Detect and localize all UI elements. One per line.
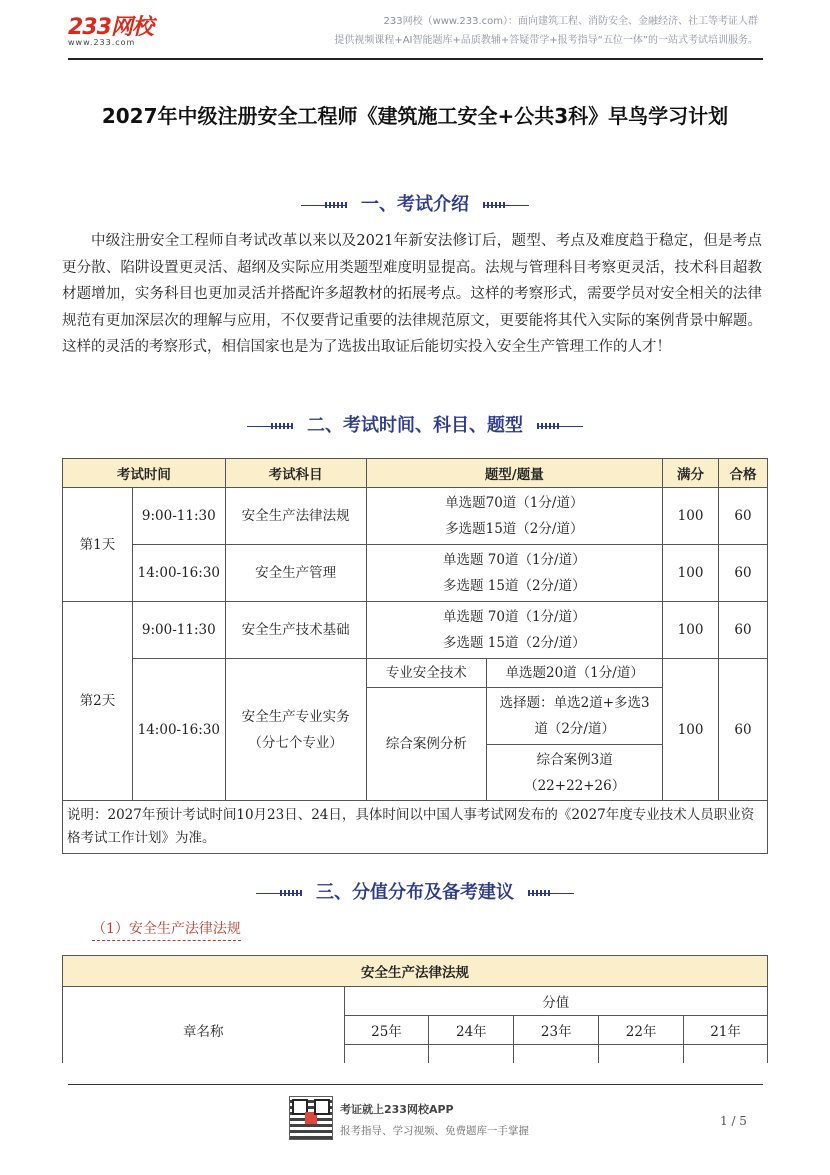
heading-ornament-left bbox=[243, 426, 293, 427]
table-title-row bbox=[63, 956, 768, 987]
footer-app-subtitle: 报考指导、学习视频、免费题库一手掌握 bbox=[340, 1125, 529, 1137]
section-heading-1 bbox=[0, 192, 830, 218]
table-note-row bbox=[63, 801, 768, 854]
year-cell: 24年 bbox=[429, 1016, 514, 1045]
full-score-cell: 100 bbox=[663, 659, 719, 801]
day-cell: 第2天 bbox=[63, 602, 133, 801]
subject-line: （分七个专业） bbox=[248, 734, 343, 751]
question-line: 单选题 70道（1分/道） bbox=[442, 609, 586, 625]
footer-divider bbox=[68, 1084, 763, 1085]
pass-score-cell: 60 bbox=[719, 545, 768, 602]
question-line: 多选题15道（2分/道） bbox=[445, 521, 584, 537]
qr-code-icon[interactable] bbox=[289, 1096, 333, 1140]
heading-ornament-right bbox=[537, 426, 587, 427]
page-header bbox=[0, 0, 830, 60]
header-line-2: 提供视频课程+AI智能题库+品质教辅+答疑带学+报考指导“五位一体”的一站式考试培训服务。 bbox=[334, 35, 758, 46]
footer-app-title: 考证就上233网校APP bbox=[340, 1103, 454, 1116]
subject-cell: 安全生产法律法规 bbox=[225, 488, 366, 545]
header-exam-time: 考试时间 bbox=[63, 459, 226, 488]
page-cut-mask bbox=[0, 1063, 830, 1084]
question-line: 单选题 70道（1分/道） bbox=[442, 552, 586, 568]
qr-logo-icon bbox=[305, 1112, 317, 1124]
table-header-row bbox=[63, 459, 768, 488]
question-line: 选择题：单选2道+多选3 bbox=[499, 695, 650, 711]
logo-text: 233网校 bbox=[68, 15, 153, 40]
chapter-header: 章名称 bbox=[63, 987, 345, 1074]
year-cell: 25年 bbox=[344, 1016, 429, 1045]
table-row bbox=[63, 659, 768, 688]
table-header-row bbox=[63, 987, 768, 1016]
section-2-label: 二、考试时间、科目、题型 bbox=[307, 415, 523, 436]
heading-ornament-right bbox=[483, 205, 533, 206]
full-score-cell: 100 bbox=[663, 602, 719, 659]
subject-line: 安全生产专业实务 bbox=[241, 708, 350, 725]
year-cell: 23年 bbox=[514, 1016, 599, 1045]
part-cell: 专业安全技术 bbox=[366, 659, 487, 688]
subsection-heading: （1）安全生产法律法规 bbox=[92, 918, 241, 941]
year-cell: 21年 bbox=[684, 1016, 768, 1045]
question-line: 道（2分/道） bbox=[534, 721, 615, 737]
heading-ornament-right bbox=[528, 893, 578, 894]
section-3-label: 三、分值分布及备考建议 bbox=[316, 882, 514, 903]
subject-cell bbox=[225, 659, 366, 801]
exam-schedule-table bbox=[62, 458, 768, 854]
page-number: 1 / 5 bbox=[720, 1114, 747, 1128]
table-row bbox=[63, 488, 768, 545]
section-1-label: 一、考试介绍 bbox=[361, 194, 469, 215]
question-cell bbox=[366, 545, 663, 602]
header-line-1: 233网校（www.233.com）：面向建筑工程、消防安全、金融经济、社工等考证人群 bbox=[383, 16, 758, 27]
question-line: 多选题 15道（2分/道） bbox=[442, 635, 586, 651]
heading-ornament-left bbox=[297, 205, 347, 206]
pass-score-cell: 60 bbox=[719, 602, 768, 659]
document-title: 2027年中级注册安全工程师《建筑施工安全+公共3科》早鸟学习计划 bbox=[101, 104, 729, 128]
question-line: 单选题70道（1分/道） bbox=[445, 495, 584, 511]
part-cell: 综合案例分析 bbox=[366, 688, 487, 801]
table-title: 安全生产法律法规 bbox=[63, 956, 768, 987]
year-cell: 22年 bbox=[599, 1016, 684, 1045]
question-cell bbox=[487, 688, 663, 745]
header-question-type: 题型/题量 bbox=[366, 459, 663, 488]
score-distribution-table bbox=[62, 955, 768, 1074]
time-cell: 9:00-11:30 bbox=[132, 488, 225, 545]
full-score-cell: 100 bbox=[663, 488, 719, 545]
question-line: （22+22+26） bbox=[524, 777, 626, 794]
question-cell bbox=[487, 745, 663, 801]
heading-ornament-left bbox=[252, 893, 302, 894]
day-cell: 第1天 bbox=[63, 488, 133, 602]
section-heading-2 bbox=[0, 413, 830, 439]
time-cell: 14:00-16:30 bbox=[132, 545, 225, 602]
question-line: 多选题 15道（2分/道） bbox=[442, 578, 586, 594]
logo-url: www.233.com bbox=[68, 38, 136, 47]
header-description bbox=[334, 12, 758, 50]
section-heading-3 bbox=[0, 880, 830, 906]
question-line: 综合案例3道 bbox=[536, 751, 613, 768]
pass-score-cell: 60 bbox=[719, 488, 768, 545]
table-row bbox=[63, 545, 768, 602]
score-header: 分值 bbox=[344, 987, 767, 1016]
table-row bbox=[63, 602, 768, 659]
header-divider bbox=[68, 58, 763, 60]
header-full-score: 满分 bbox=[663, 459, 719, 488]
question-cell: 单选题20道（1分/道） bbox=[487, 659, 663, 688]
subject-cell: 安全生产技术基础 bbox=[225, 602, 366, 659]
question-cell bbox=[366, 602, 663, 659]
time-cell: 9:00-11:30 bbox=[132, 602, 225, 659]
full-score-cell: 100 bbox=[663, 545, 719, 602]
question-cell bbox=[366, 488, 663, 545]
brand-logo[interactable] bbox=[68, 10, 153, 47]
note-cell: 说明：2027年预计考试时间10月23日、24日，具体时间以中国人事考试网发布的《2027年度专业技术人员职业资格考试工作计划》为准。 bbox=[63, 801, 768, 854]
header-pass-score: 合格 bbox=[719, 459, 768, 488]
subject-cell: 安全生产管理 bbox=[225, 545, 366, 602]
header-exam-subject: 考试科目 bbox=[225, 459, 366, 488]
intro-paragraph: 中级注册安全工程师自考试改革以来以及2021年新安法修订后，题型、考点及难度趋于稳定，但是考点更分散、陷阱设置更灵活、超纲及实际应用类题型难度明显提高。法规与管理科目考察更灵活，技术科目超教材题增加，实务科目也更加灵活并搭配许多超教材的拓展考点。这样的考察形式，需要学员对安全相关的法律规范有更加深层次的理解与应用，不仅要背记重要的法律规范原文，更要能将其代入实际的案例背景中解题。这样的灵活的考察形式，相信国家也是为了选拔出取证后能切实投入安全生产管理工作的人才！ bbox=[62, 233, 762, 355]
pass-score-cell: 60 bbox=[719, 659, 768, 801]
time-cell: 14:00-16:30 bbox=[132, 659, 225, 801]
